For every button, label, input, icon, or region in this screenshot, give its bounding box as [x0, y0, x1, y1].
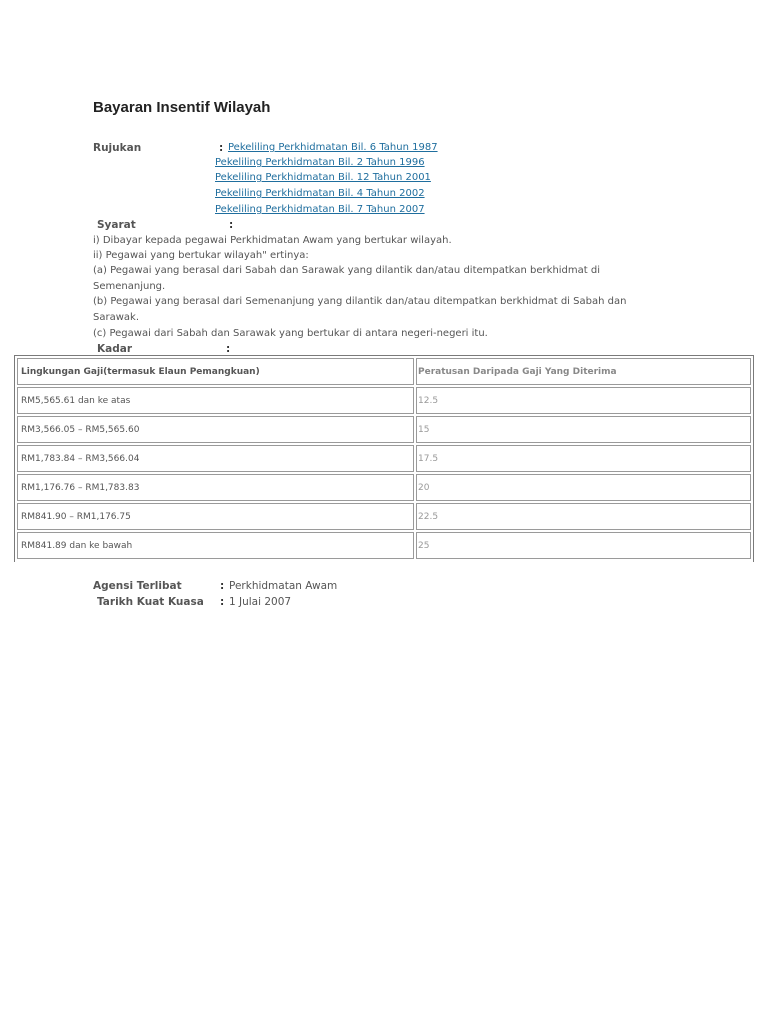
syarat-line: i) Dibayar kepada pegawai Perkhidmatan Awam yang bertukar wilayah. [93, 235, 452, 246]
header-peratusan: Peratusan Daripada Gaji Yang Diterima [416, 358, 751, 385]
table-row [17, 445, 751, 472]
salary-range-cell: RM841.89 dan ke bawah [17, 532, 414, 559]
page-title: Bayaran Insentif Wilayah [93, 99, 271, 116]
percentage-cell: 15 [416, 416, 751, 443]
percentage-cell: 17.5 [416, 445, 751, 472]
percentage-cell: 22.5 [416, 503, 751, 530]
syarat-colon: : [229, 219, 234, 231]
tarikh-colon: : [220, 596, 225, 608]
syarat-line: (c) Pegawai dari Sabah dan Sarawak yang bertukar di antara negeri-negeri itu. [93, 328, 488, 339]
kadar-table-container [14, 355, 754, 562]
table-row [17, 532, 751, 559]
rujukan-link-2[interactable]: Pekeliling Perkhidmatan Bil. 2 Tahun 1996 [215, 157, 425, 168]
salary-range-cell: RM1,783.84 – RM3,566.04 [17, 445, 414, 472]
table-row [17, 387, 751, 414]
percentage-cell: 20 [416, 474, 751, 501]
syarat-line: (a) Pegawai yang berasal dari Sabah dan Sarawak yang dilantik dan/atau ditempatkan berkhidmat di [93, 265, 600, 276]
rujukan-colon: : [219, 142, 224, 154]
salary-range-cell: RM1,176.76 – RM1,783.83 [17, 474, 414, 501]
syarat-line: Sarawak. [93, 312, 139, 323]
kadar-table [15, 356, 753, 561]
kadar-colon: : [226, 343, 231, 355]
tarikh-label: Tarikh Kuat Kuasa [97, 596, 204, 608]
rujukan-link-3[interactable]: Pekeliling Perkhidmatan Bil. 12 Tahun 2001 [215, 172, 431, 183]
rujukan-link-5[interactable]: Pekeliling Perkhidmatan Bil. 7 Tahun 2007 [215, 204, 425, 215]
agensi-colon: : [220, 580, 225, 592]
table-row [17, 416, 751, 443]
tarikh-value: 1 Julai 2007 [229, 596, 292, 608]
agensi-label: Agensi Terlibat [93, 580, 182, 592]
salary-range-cell: RM3,566.05 – RM5,565.60 [17, 416, 414, 443]
rujukan-link-4[interactable]: Pekeliling Perkhidmatan Bil. 4 Tahun 2002 [215, 188, 425, 199]
salary-range-cell: RM841.90 – RM1,176.75 [17, 503, 414, 530]
header-lingkungan-gaji: Lingkungan Gaji(termasuk Elaun Pemangkuan) [17, 358, 414, 385]
table-row [17, 503, 751, 530]
rujukan-label: Rujukan [93, 142, 142, 154]
percentage-cell: 12.5 [416, 387, 751, 414]
rujukan-link-1[interactable]: Pekeliling Perkhidmatan Bil. 6 Tahun 1987 [228, 142, 438, 153]
syarat-line: (b) Pegawai yang berasal dari Semenanjung yang dilantik dan/atau ditempatkan berkhidmat di Sabah dan [93, 296, 627, 307]
kadar-label: Kadar [97, 343, 133, 355]
percentage-cell: 25 [416, 532, 751, 559]
table-header-row [17, 358, 751, 385]
syarat-line: ii) Pegawai yang bertukar wilayah" ertinya: [93, 250, 309, 261]
syarat-label: Syarat [97, 219, 136, 231]
salary-range-cell: RM5,565.61 dan ke atas [17, 387, 414, 414]
table-row [17, 474, 751, 501]
syarat-line: Semenanjung. [93, 281, 166, 292]
agensi-value: Perkhidmatan Awam [229, 580, 338, 592]
